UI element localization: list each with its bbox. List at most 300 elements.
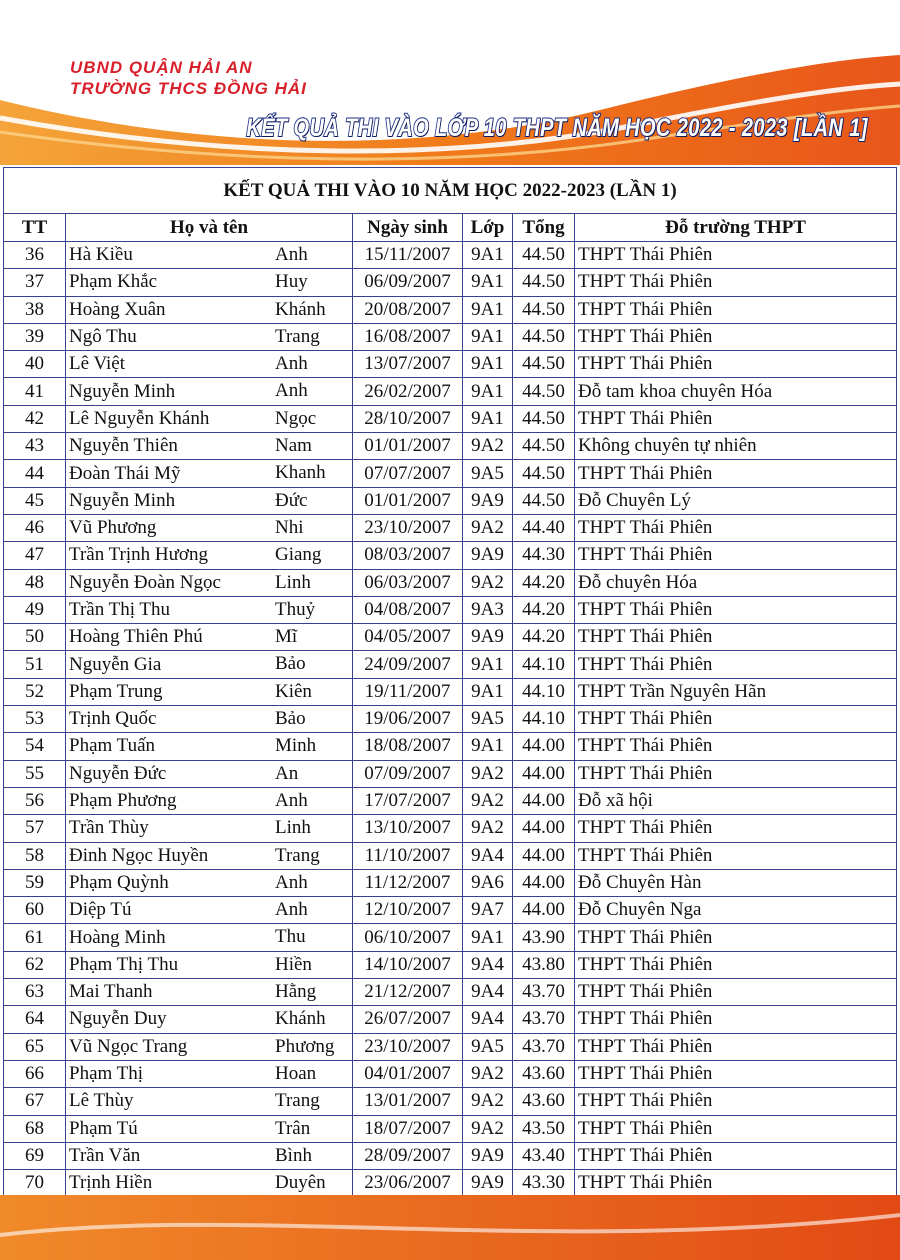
cell-given-name: Ngọc bbox=[275, 407, 317, 429]
cell-full-name bbox=[66, 1006, 353, 1033]
cell-given-name: Anh bbox=[275, 789, 308, 811]
cell-dob: 07/07/2007 bbox=[353, 460, 463, 487]
cell-dob: 13/01/2007 bbox=[353, 1088, 463, 1115]
cell-tt: 36 bbox=[4, 242, 66, 269]
cell-class: 9A5 bbox=[463, 706, 513, 733]
cell-dob: 07/09/2007 bbox=[353, 760, 463, 787]
cell-school: THPT Thái Phiên bbox=[575, 1115, 897, 1142]
cell-class: 9A1 bbox=[463, 378, 513, 405]
cell-total: 44.20 bbox=[513, 569, 575, 596]
cell-surname: Trần Văn bbox=[69, 1144, 141, 1166]
header-dob: Ngày sinh bbox=[353, 214, 463, 242]
cell-total: 44.10 bbox=[513, 651, 575, 678]
cell-dob: 20/08/2007 bbox=[353, 296, 463, 323]
cell-school: THPT Thái Phiên bbox=[575, 242, 897, 269]
cell-given-name: Anh bbox=[275, 244, 308, 265]
cell-dob: 12/10/2007 bbox=[353, 897, 463, 924]
cell-total: 43.90 bbox=[513, 924, 575, 951]
cell-surname: Phạm Thị bbox=[69, 1063, 144, 1085]
cell-school: Đỗ tam khoa chuyên Hóa bbox=[575, 378, 897, 405]
cell-school: THPT Thái Phiên bbox=[575, 924, 897, 951]
cell-tt: 69 bbox=[4, 1142, 66, 1169]
cell-tt: 70 bbox=[4, 1170, 66, 1197]
cell-given-name: Bảo bbox=[275, 708, 306, 730]
cell-dob: 18/07/2007 bbox=[353, 1115, 463, 1142]
cell-tt: 46 bbox=[4, 514, 66, 541]
cell-full-name bbox=[66, 979, 353, 1006]
cell-dob: 14/10/2007 bbox=[353, 951, 463, 978]
cell-school: THPT Thái Phiên bbox=[575, 760, 897, 787]
cell-full-name bbox=[66, 1142, 353, 1169]
cell-class: 9A1 bbox=[463, 733, 513, 760]
cell-tt: 64 bbox=[4, 1006, 66, 1033]
cell-tt: 59 bbox=[4, 869, 66, 896]
table-row bbox=[4, 624, 897, 651]
cell-tt: 62 bbox=[4, 951, 66, 978]
cell-total: 44.20 bbox=[513, 596, 575, 623]
table-row bbox=[4, 487, 897, 514]
cell-given-name: Giang bbox=[275, 544, 322, 566]
table-header-row bbox=[4, 214, 897, 242]
cell-total: 43.80 bbox=[513, 951, 575, 978]
cell-surname: Lê Nguyễn Khánh bbox=[69, 407, 210, 429]
cell-dob: 17/07/2007 bbox=[353, 787, 463, 814]
cell-school: THPT Thái Phiên bbox=[575, 514, 897, 541]
cell-given-name: Thu bbox=[275, 926, 306, 948]
cell-class: 9A9 bbox=[463, 1142, 513, 1169]
cell-class: 9A2 bbox=[463, 433, 513, 460]
cell-total: 43.30 bbox=[513, 1170, 575, 1197]
cell-class: 9A2 bbox=[463, 1115, 513, 1142]
cell-dob: 06/10/2007 bbox=[353, 924, 463, 951]
cell-full-name bbox=[66, 924, 353, 951]
results-table bbox=[3, 167, 897, 1197]
cell-class: 9A9 bbox=[463, 624, 513, 651]
cell-school: Đỗ xã hội bbox=[575, 787, 897, 814]
cell-full-name bbox=[66, 760, 353, 787]
cell-tt: 45 bbox=[4, 487, 66, 514]
cell-class: 9A1 bbox=[463, 269, 513, 296]
cell-school: THPT Thái Phiên bbox=[575, 269, 897, 296]
table-row bbox=[4, 1142, 897, 1169]
cell-total: 44.00 bbox=[513, 815, 575, 842]
cell-full-name bbox=[66, 296, 353, 323]
cell-surname: Phạm Trung bbox=[69, 680, 163, 702]
cell-dob: 08/03/2007 bbox=[353, 542, 463, 569]
cell-class: 9A2 bbox=[463, 815, 513, 842]
cell-full-name bbox=[66, 514, 353, 541]
cell-dob: 04/08/2007 bbox=[353, 596, 463, 623]
cell-given-name: Hoan bbox=[275, 1062, 317, 1084]
cell-school: THPT Thái Phiên bbox=[575, 624, 897, 651]
cell-surname: Hoàng Xuân bbox=[69, 298, 166, 320]
table-row bbox=[4, 706, 897, 733]
cell-total: 43.50 bbox=[513, 1115, 575, 1142]
cell-tt: 60 bbox=[4, 897, 66, 924]
cell-class: 9A9 bbox=[463, 487, 513, 514]
cell-total: 44.00 bbox=[513, 787, 575, 814]
footer-wave-decoration bbox=[0, 1195, 900, 1260]
table-row bbox=[4, 1088, 897, 1115]
cell-school: THPT Thái Phiên bbox=[575, 951, 897, 978]
cell-dob: 06/09/2007 bbox=[353, 269, 463, 296]
cell-class: 9A1 bbox=[463, 296, 513, 323]
cell-class: 9A1 bbox=[463, 351, 513, 378]
cell-dob: 28/09/2007 bbox=[353, 1142, 463, 1169]
table-row bbox=[4, 433, 897, 460]
cell-total: 43.70 bbox=[513, 979, 575, 1006]
cell-school: THPT Thái Phiên bbox=[575, 296, 897, 323]
cell-surname: Đoàn Thái Mỹ bbox=[69, 462, 181, 484]
banner-title: KẾT QUẢ THI VÀO LỚP 10 THPT NĂM HỌC 2022 - 2023 [LẦN 1] bbox=[246, 114, 868, 142]
cell-class: 9A2 bbox=[463, 1088, 513, 1115]
cell-class: 9A4 bbox=[463, 1006, 513, 1033]
cell-school: Đỗ chuyên Hóa bbox=[575, 569, 897, 596]
cell-class: 9A4 bbox=[463, 951, 513, 978]
table-row bbox=[4, 678, 897, 705]
cell-total: 44.20 bbox=[513, 624, 575, 651]
header-tt: TT bbox=[4, 214, 66, 242]
cell-full-name bbox=[66, 569, 353, 596]
cell-class: 9A4 bbox=[463, 842, 513, 869]
cell-given-name: An bbox=[275, 762, 299, 784]
table-row bbox=[4, 760, 897, 787]
cell-surname: Phạm Khắc bbox=[69, 271, 158, 293]
cell-class: 9A1 bbox=[463, 678, 513, 705]
cell-class: 9A7 bbox=[463, 897, 513, 924]
cell-class: 9A1 bbox=[463, 242, 513, 269]
cell-surname: Hoàng Minh bbox=[69, 926, 166, 948]
cell-dob: 15/11/2007 bbox=[353, 242, 463, 269]
cell-tt: 61 bbox=[4, 924, 66, 951]
cell-surname: Vũ Ngọc Trang bbox=[69, 1035, 188, 1057]
cell-full-name bbox=[66, 460, 353, 487]
cell-tt: 63 bbox=[4, 979, 66, 1006]
cell-dob: 01/01/2007 bbox=[353, 487, 463, 514]
cell-full-name bbox=[66, 323, 353, 350]
cell-school: THPT Thái Phiên bbox=[575, 842, 897, 869]
cell-tt: 52 bbox=[4, 678, 66, 705]
cell-total: 44.50 bbox=[513, 433, 575, 460]
cell-surname: Lê Việt bbox=[69, 353, 126, 375]
cell-school: THPT Thái Phiên bbox=[575, 1006, 897, 1033]
cell-tt: 42 bbox=[4, 405, 66, 432]
school-name bbox=[70, 57, 307, 99]
cell-given-name: Minh bbox=[275, 735, 317, 757]
cell-tt: 57 bbox=[4, 815, 66, 842]
cell-surname: Đinh Ngọc Huyền bbox=[69, 844, 209, 866]
cell-school: THPT Thái Phiên bbox=[575, 1033, 897, 1060]
school-line-1: UBND QUẬN HẢI AN bbox=[70, 58, 253, 77]
cell-total: 44.50 bbox=[513, 323, 575, 350]
cell-given-name: Trang bbox=[275, 325, 320, 347]
table-row bbox=[4, 514, 897, 541]
table-row bbox=[4, 242, 897, 269]
cell-dob: 11/10/2007 bbox=[353, 842, 463, 869]
cell-full-name bbox=[66, 1115, 353, 1142]
cell-surname: Phạm Thị Thu bbox=[69, 953, 179, 975]
cell-surname: Trần Trịnh Hương bbox=[69, 544, 208, 566]
cell-given-name: Đức bbox=[275, 489, 308, 511]
table-row bbox=[4, 897, 897, 924]
cell-total: 44.50 bbox=[513, 487, 575, 514]
cell-tt: 51 bbox=[4, 651, 66, 678]
table-row bbox=[4, 815, 897, 842]
cell-tt: 54 bbox=[4, 733, 66, 760]
cell-given-name: Trân bbox=[275, 1117, 311, 1139]
table-row bbox=[4, 351, 897, 378]
cell-total: 44.00 bbox=[513, 869, 575, 896]
cell-tt: 55 bbox=[4, 760, 66, 787]
cell-class: 9A4 bbox=[463, 979, 513, 1006]
cell-total: 44.10 bbox=[513, 706, 575, 733]
cell-school: THPT Thái Phiên bbox=[575, 1060, 897, 1087]
cell-class: 9A9 bbox=[463, 1170, 513, 1197]
cell-dob: 13/10/2007 bbox=[353, 815, 463, 842]
cell-class: 9A1 bbox=[463, 405, 513, 432]
cell-tt: 41 bbox=[4, 378, 66, 405]
table-row bbox=[4, 542, 897, 569]
cell-dob: 24/09/2007 bbox=[353, 651, 463, 678]
cell-surname: Nguyễn Thiên bbox=[69, 435, 178, 457]
table-row bbox=[4, 1060, 897, 1087]
cell-total: 44.50 bbox=[513, 269, 575, 296]
cell-full-name bbox=[66, 1088, 353, 1115]
cell-school: Đỗ Chuyên Nga bbox=[575, 897, 897, 924]
cell-school: THPT Thái Phiên bbox=[575, 979, 897, 1006]
cell-surname: Nguyễn Đức bbox=[69, 762, 167, 784]
table-row bbox=[4, 569, 897, 596]
cell-surname: Nguyễn Duy bbox=[69, 1008, 167, 1030]
cell-total: 44.50 bbox=[513, 378, 575, 405]
table-title: KẾT QUẢ THI VÀO 10 NĂM HỌC 2022-2023 (LẦN 1) bbox=[4, 168, 897, 214]
cell-full-name bbox=[66, 1060, 353, 1087]
cell-dob: 19/06/2007 bbox=[353, 706, 463, 733]
cell-total: 44.00 bbox=[513, 897, 575, 924]
cell-full-name bbox=[66, 869, 353, 896]
cell-given-name: Nhi bbox=[275, 516, 304, 538]
table-row bbox=[4, 323, 897, 350]
cell-dob: 21/12/2007 bbox=[353, 979, 463, 1006]
cell-total: 44.00 bbox=[513, 760, 575, 787]
cell-class: 9A3 bbox=[463, 596, 513, 623]
cell-given-name: Khánh bbox=[275, 1008, 326, 1030]
cell-tt: 37 bbox=[4, 269, 66, 296]
cell-tt: 49 bbox=[4, 596, 66, 623]
table-row bbox=[4, 1006, 897, 1033]
cell-class: 9A5 bbox=[463, 460, 513, 487]
cell-class: 9A2 bbox=[463, 514, 513, 541]
table-row bbox=[4, 869, 897, 896]
cell-full-name bbox=[66, 897, 353, 924]
table-row bbox=[4, 269, 897, 296]
cell-full-name bbox=[66, 951, 353, 978]
cell-dob: 23/06/2007 bbox=[353, 1170, 463, 1197]
school-line-2: TRƯỜNG THCS ĐỒNG HẢI bbox=[70, 79, 307, 98]
cell-tt: 50 bbox=[4, 624, 66, 651]
cell-school: Đỗ Chuyên Hàn bbox=[575, 869, 897, 896]
cell-given-name: Hằng bbox=[275, 981, 317, 1003]
header-total: Tổng bbox=[513, 214, 575, 242]
cell-given-name: Anh bbox=[275, 871, 308, 893]
cell-surname: Ngô Thu bbox=[69, 326, 137, 348]
cell-tt: 40 bbox=[4, 351, 66, 378]
table-row bbox=[4, 460, 897, 487]
cell-tt: 65 bbox=[4, 1033, 66, 1060]
cell-school: THPT Thái Phiên bbox=[575, 542, 897, 569]
cell-given-name: Duyên bbox=[275, 1172, 326, 1194]
cell-surname: Diệp Tú bbox=[69, 899, 132, 921]
cell-given-name: Nam bbox=[275, 435, 312, 457]
table-row bbox=[4, 405, 897, 432]
cell-given-name: Thuỷ bbox=[275, 598, 316, 620]
cell-dob: 01/01/2007 bbox=[353, 433, 463, 460]
cell-surname: Nguyễn Minh bbox=[69, 380, 176, 402]
cell-tt: 68 bbox=[4, 1115, 66, 1142]
cell-surname: Nguyễn Đoàn Ngọc bbox=[69, 571, 221, 593]
cell-total: 44.30 bbox=[513, 542, 575, 569]
cell-class: 9A1 bbox=[463, 924, 513, 951]
cell-total: 43.40 bbox=[513, 1142, 575, 1169]
cell-total: 44.50 bbox=[513, 296, 575, 323]
cell-dob: 16/08/2007 bbox=[353, 323, 463, 350]
cell-dob: 23/10/2007 bbox=[353, 514, 463, 541]
cell-given-name: Kiên bbox=[275, 680, 312, 702]
cell-full-name bbox=[66, 405, 353, 432]
cell-given-name: Linh bbox=[275, 817, 311, 839]
cell-surname: Vũ Phương bbox=[69, 517, 157, 539]
cell-tt: 58 bbox=[4, 842, 66, 869]
cell-school: Đỗ Chuyên Lý bbox=[575, 487, 897, 514]
cell-full-name bbox=[66, 624, 353, 651]
cell-dob: 13/07/2007 bbox=[353, 351, 463, 378]
cell-given-name: Bình bbox=[275, 1144, 312, 1166]
table-row bbox=[4, 296, 897, 323]
cell-surname: Trịnh Quốc bbox=[69, 708, 157, 730]
cell-full-name bbox=[66, 242, 353, 269]
cell-tt: 67 bbox=[4, 1088, 66, 1115]
table-row bbox=[4, 733, 897, 760]
table-row bbox=[4, 378, 897, 405]
cell-surname: Trần Thị Thu bbox=[69, 599, 171, 620]
cell-given-name: Hiền bbox=[275, 953, 312, 975]
cell-given-name: Huy bbox=[275, 271, 308, 293]
cell-total: 44.50 bbox=[513, 351, 575, 378]
cell-full-name bbox=[66, 378, 353, 405]
cell-school: THPT Thái Phiên bbox=[575, 651, 897, 678]
cell-full-name bbox=[66, 542, 353, 569]
cell-given-name: Khanh bbox=[275, 462, 326, 484]
cell-total: 44.00 bbox=[513, 842, 575, 869]
cell-class: 9A6 bbox=[463, 869, 513, 896]
cell-surname: Hà Kiều bbox=[69, 244, 133, 266]
cell-tt: 66 bbox=[4, 1060, 66, 1087]
cell-total: 43.70 bbox=[513, 1033, 575, 1060]
cell-tt: 56 bbox=[4, 787, 66, 814]
cell-dob: 04/05/2007 bbox=[353, 624, 463, 651]
cell-given-name: Trang bbox=[275, 1090, 320, 1112]
cell-school: THPT Thái Phiên bbox=[575, 351, 897, 378]
cell-full-name bbox=[66, 842, 353, 869]
cell-school: THPT Trần Nguyên Hãn bbox=[575, 678, 897, 705]
cell-tt: 44 bbox=[4, 460, 66, 487]
cell-dob: 26/07/2007 bbox=[353, 1006, 463, 1033]
header-school: Đỗ trường THPT bbox=[575, 214, 897, 242]
cell-surname: Mai Thanh bbox=[69, 981, 153, 1003]
cell-school: THPT Thái Phiên bbox=[575, 1142, 897, 1169]
cell-surname: Phạm Quỳnh bbox=[69, 871, 169, 893]
cell-total: 44.10 bbox=[513, 678, 575, 705]
cell-full-name bbox=[66, 433, 353, 460]
cell-surname: Phạm Tú bbox=[69, 1117, 138, 1139]
cell-given-name: Bảo bbox=[275, 653, 306, 675]
cell-full-name bbox=[66, 706, 353, 733]
cell-school: THPT Thái Phiên bbox=[575, 815, 897, 842]
cell-given-name: Trang bbox=[275, 844, 320, 866]
cell-full-name bbox=[66, 1170, 353, 1197]
cell-surname: Nguyễn Gia bbox=[69, 653, 162, 675]
cell-class: 9A1 bbox=[463, 323, 513, 350]
cell-dob: 18/08/2007 bbox=[353, 733, 463, 760]
cell-total: 44.50 bbox=[513, 460, 575, 487]
cell-tt: 47 bbox=[4, 542, 66, 569]
cell-total: 43.70 bbox=[513, 1006, 575, 1033]
cell-surname: Phạm Phương bbox=[69, 790, 177, 812]
cell-dob: 28/10/2007 bbox=[353, 405, 463, 432]
cell-full-name bbox=[66, 269, 353, 296]
cell-total: 44.50 bbox=[513, 242, 575, 269]
cell-total: 44.00 bbox=[513, 733, 575, 760]
table-row bbox=[4, 651, 897, 678]
header-name: Họ và tên bbox=[66, 214, 353, 242]
cell-school: THPT Thái Phiên bbox=[575, 596, 897, 623]
cell-surname: Trần Thùy bbox=[69, 817, 149, 839]
table-row bbox=[4, 1170, 897, 1197]
cell-given-name: Khánh bbox=[275, 298, 326, 320]
table-row bbox=[4, 1033, 897, 1060]
cell-dob: 06/03/2007 bbox=[353, 569, 463, 596]
table-row bbox=[4, 842, 897, 869]
cell-class: 9A2 bbox=[463, 760, 513, 787]
cell-full-name bbox=[66, 678, 353, 705]
cell-given-name: Linh bbox=[275, 571, 311, 593]
cell-school: THPT Thái Phiên bbox=[575, 1170, 897, 1197]
cell-class: 9A2 bbox=[463, 569, 513, 596]
cell-tt: 38 bbox=[4, 296, 66, 323]
cell-full-name bbox=[66, 1033, 353, 1060]
cell-dob: 04/01/2007 bbox=[353, 1060, 463, 1087]
header-class: Lớp bbox=[463, 214, 513, 242]
cell-full-name bbox=[66, 487, 353, 514]
cell-class: 9A2 bbox=[463, 787, 513, 814]
cell-dob: 26/02/2007 bbox=[353, 378, 463, 405]
cell-full-name bbox=[66, 787, 353, 814]
cell-total: 44.50 bbox=[513, 405, 575, 432]
cell-given-name: Anh bbox=[275, 899, 308, 921]
cell-given-name: Phương bbox=[275, 1035, 335, 1057]
cell-full-name bbox=[66, 815, 353, 842]
table-row bbox=[4, 951, 897, 978]
cell-given-name: Anh bbox=[275, 380, 308, 402]
table-row bbox=[4, 1115, 897, 1142]
cell-total: 43.60 bbox=[513, 1060, 575, 1087]
cell-school: THPT Thái Phiên bbox=[575, 733, 897, 760]
cell-tt: 48 bbox=[4, 569, 66, 596]
cell-given-name: Mĩ bbox=[275, 626, 298, 648]
cell-surname: Nguyễn Minh bbox=[69, 489, 176, 511]
cell-school: THPT Thái Phiên bbox=[575, 405, 897, 432]
cell-dob: 11/12/2007 bbox=[353, 869, 463, 896]
